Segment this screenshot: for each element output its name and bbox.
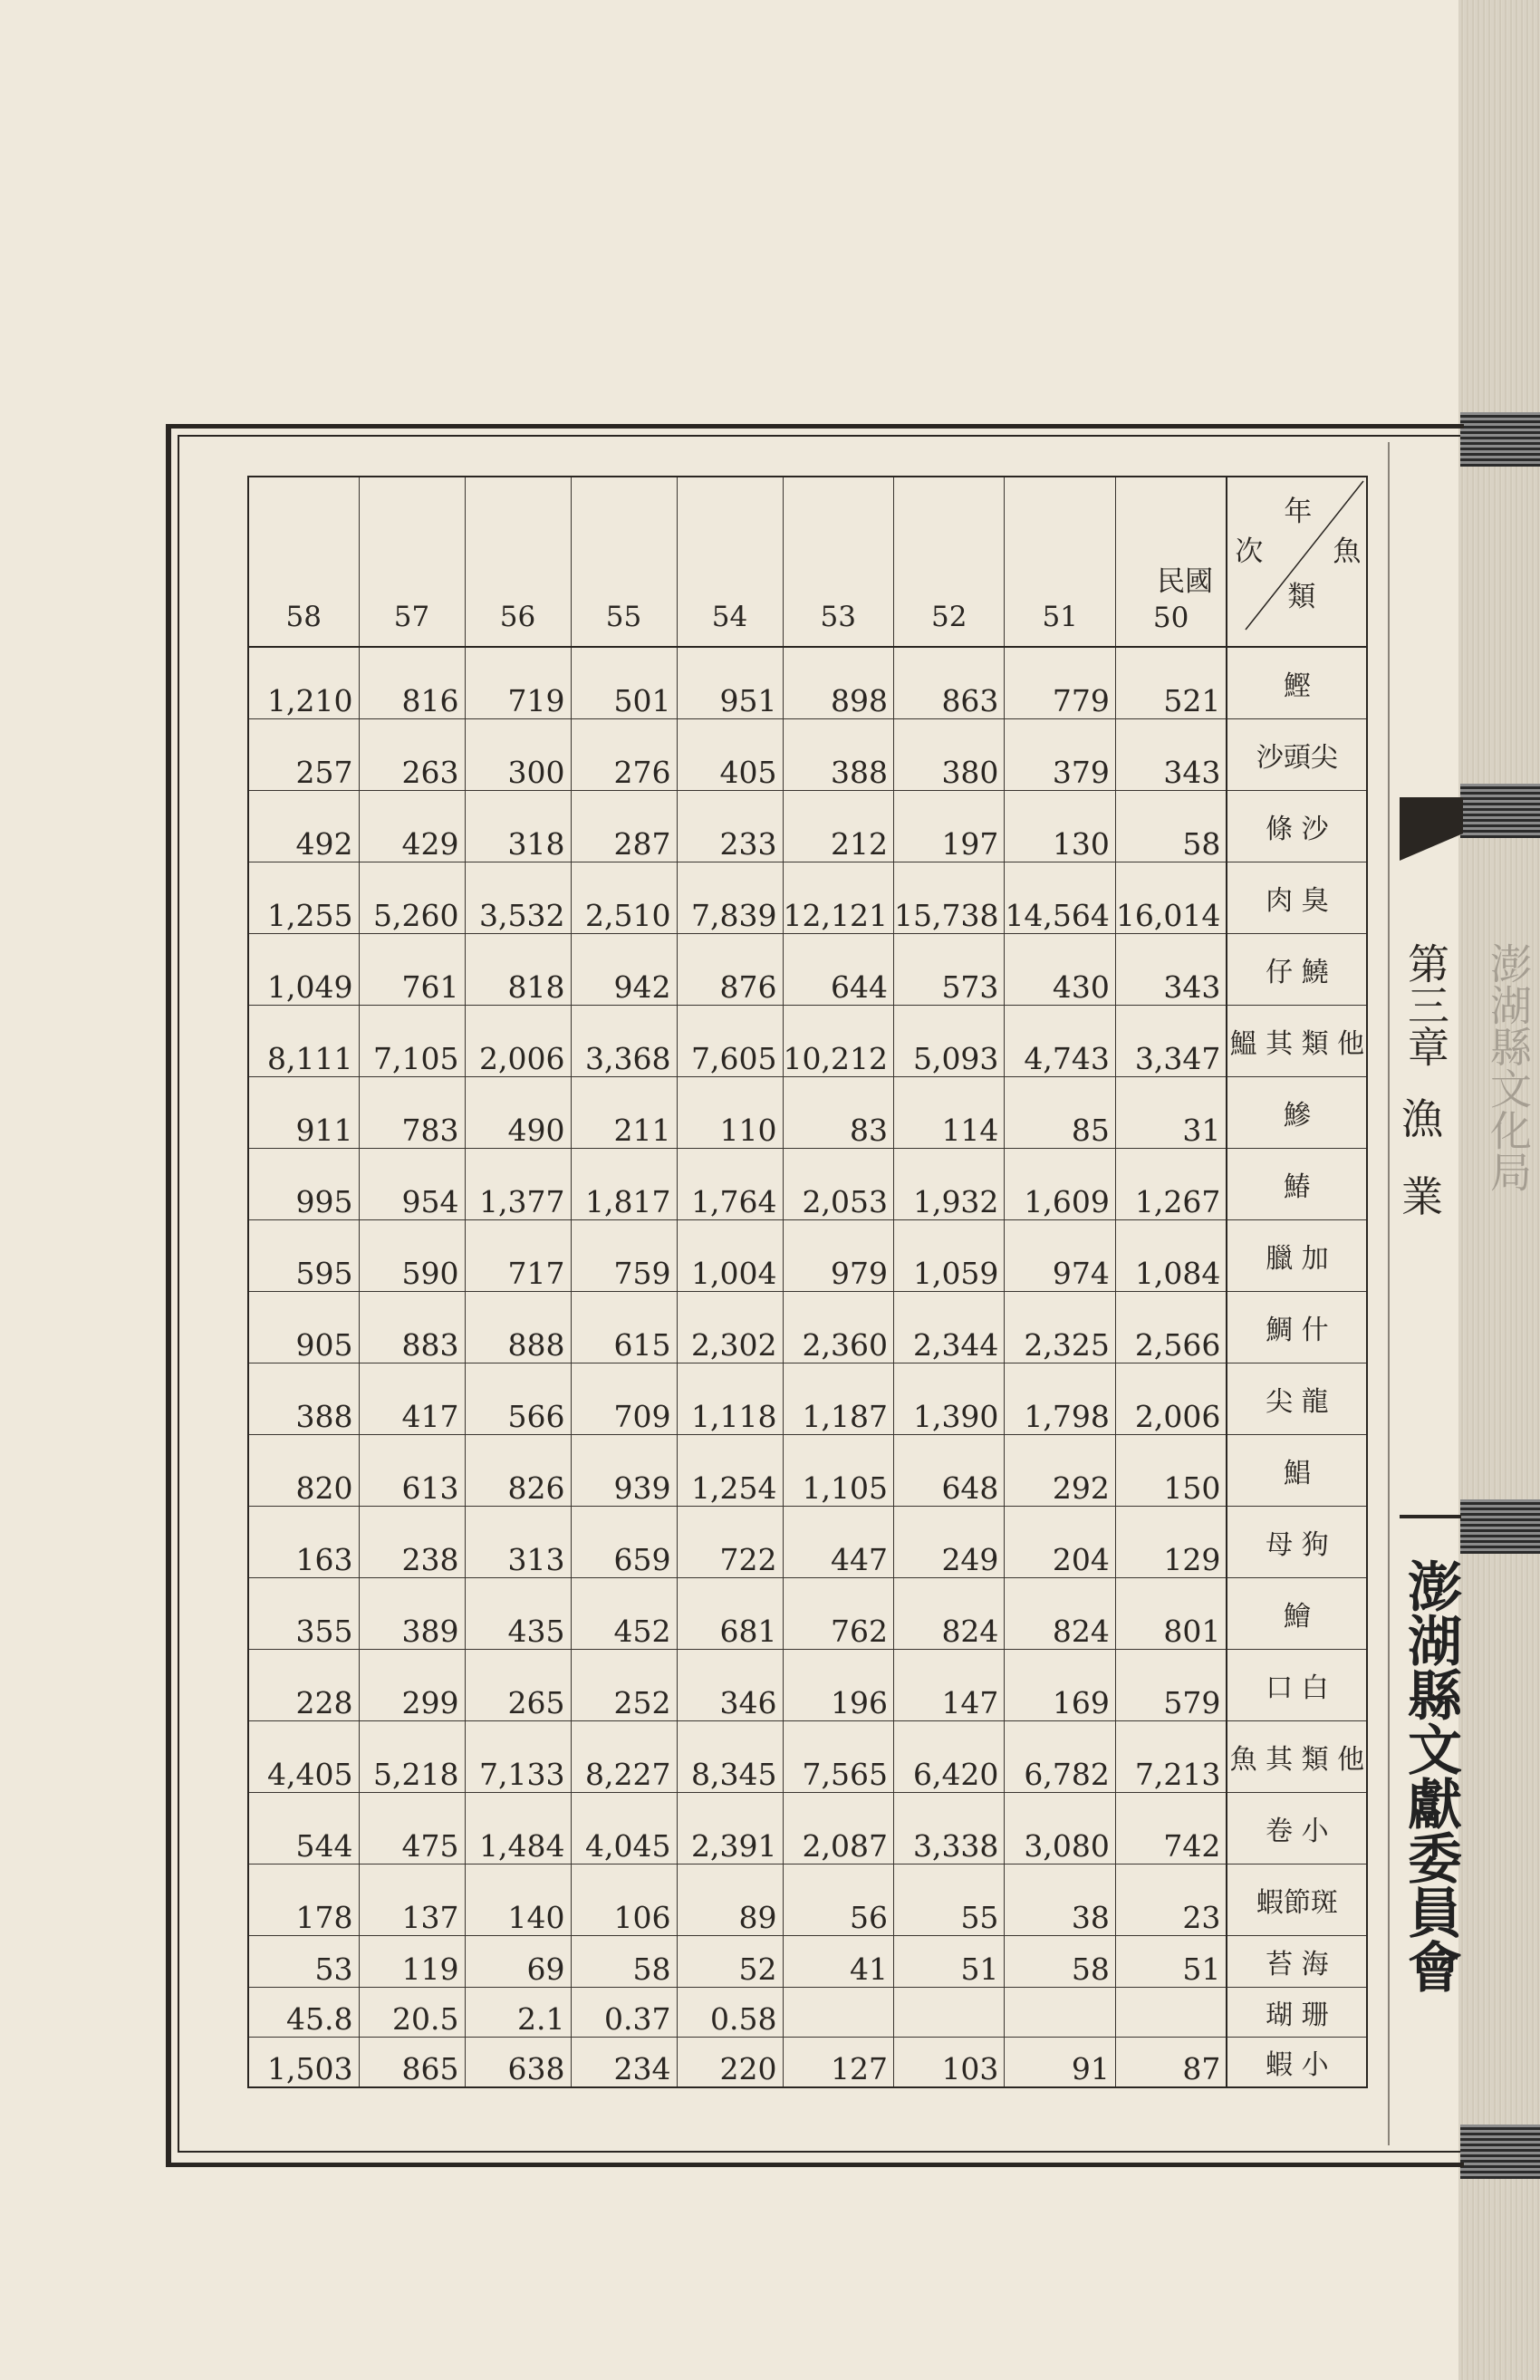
table-row [248, 1721, 1367, 1793]
data-cell [1005, 1988, 1115, 2038]
data-cell: 1,105 [783, 1435, 893, 1507]
data-cell: 233 [677, 791, 783, 862]
data-cell: 127 [783, 2038, 893, 2088]
data-cell: 7,105 [359, 1006, 465, 1077]
fish-type-label: 鰆 [1227, 1149, 1367, 1220]
era-label: 民國 [1157, 565, 1214, 599]
data-cell: 2,006 [465, 1006, 571, 1077]
data-cell: 865 [359, 2038, 465, 2088]
data-cell: 1,817 [571, 1149, 677, 1220]
fish-type-label: 苔 海 [1227, 1936, 1367, 1988]
data-cell: 1,484 [465, 1793, 571, 1864]
data-cell: 58 [1115, 791, 1227, 862]
data-cell: 150 [1115, 1435, 1227, 1507]
data-cell: 452 [571, 1578, 677, 1650]
data-cell: 14,564 [1005, 862, 1115, 934]
fish-type-label: 瑚 珊 [1227, 1988, 1367, 2038]
data-cell: 318 [465, 791, 571, 862]
data-cell: 45.8 [248, 1988, 359, 2038]
data-cell [893, 1988, 1004, 2038]
data-cell: 826 [465, 1435, 571, 1507]
data-cell: 389 [359, 1578, 465, 1650]
data-cell: 613 [359, 1435, 465, 1507]
data-cell: 638 [465, 2038, 571, 2088]
year-header: 52 [893, 477, 1004, 647]
data-cell: 5,260 [359, 862, 465, 934]
table-row [248, 1864, 1367, 1936]
data-cell: 995 [248, 1149, 359, 1220]
edge-strip [1460, 1499, 1540, 1554]
data-cell: 818 [465, 934, 571, 1006]
data-cell: 69 [465, 1936, 571, 1988]
data-cell: 2,566 [1115, 1292, 1227, 1363]
data-cell: 31 [1115, 1077, 1227, 1149]
data-cell: 212 [783, 791, 893, 862]
table-row [248, 1988, 1367, 2038]
data-cell: 20.5 [359, 1988, 465, 2038]
fish-type-label: 鱠 [1227, 1578, 1367, 1650]
data-cell: 7,565 [783, 1721, 893, 1793]
data-cell: 1,210 [248, 647, 359, 719]
data-cell: 103 [893, 2038, 1004, 2088]
data-cell: 83 [783, 1077, 893, 1149]
data-cell: 429 [359, 791, 465, 862]
data-cell: 228 [248, 1650, 359, 1721]
data-cell [783, 1988, 893, 2038]
data-cell: 234 [571, 2038, 677, 2088]
data-cell: 0.37 [571, 1988, 677, 2038]
year-axis-label: 次 [1235, 535, 1264, 568]
data-cell: 299 [359, 1650, 465, 1721]
data-cell: 196 [783, 1650, 893, 1721]
data-cell: 355 [248, 1578, 359, 1650]
data-cell: 7,133 [465, 1721, 571, 1793]
data-cell: 816 [359, 647, 465, 719]
fish-type-label: 條 沙 [1227, 791, 1367, 862]
data-cell: 238 [359, 1507, 465, 1578]
fish-type-label: 卷 小 [1227, 1793, 1367, 1864]
data-cell: 1,084 [1115, 1220, 1227, 1292]
data-cell: 801 [1115, 1578, 1227, 1650]
data-cell: 1,267 [1115, 1149, 1227, 1220]
table-row [248, 1149, 1367, 1220]
data-cell: 8,227 [571, 1721, 677, 1793]
data-cell: 659 [571, 1507, 677, 1578]
table-row [248, 1936, 1367, 1988]
year-header: 56 [465, 477, 571, 647]
data-cell: 51 [893, 1936, 1004, 1988]
data-cell: 2,344 [893, 1292, 1004, 1363]
data-cell: 717 [465, 1220, 571, 1292]
data-cell: 91 [1005, 2038, 1115, 2088]
year-header: 53 [783, 477, 893, 647]
data-cell: 178 [248, 1864, 359, 1936]
data-cell: 12,121 [783, 862, 893, 934]
data-cell: 447 [783, 1507, 893, 1578]
table-row [248, 1077, 1367, 1149]
data-cell: 3,532 [465, 862, 571, 934]
data-cell: 824 [1005, 1578, 1115, 1650]
data-cell: 3,347 [1115, 1006, 1227, 1077]
data-cell: 4,743 [1005, 1006, 1115, 1077]
data-cell: 2,087 [783, 1793, 893, 1864]
year-header: 57 [359, 477, 465, 647]
table-row [248, 1650, 1367, 1721]
data-cell: 709 [571, 1363, 677, 1435]
data-cell: 204 [1005, 1507, 1115, 1578]
data-cell: 430 [1005, 934, 1115, 1006]
data-cell: 211 [571, 1077, 677, 1149]
chapter-heading [1400, 942, 1450, 1223]
year-header: 55 [571, 477, 677, 647]
year-header: 51 [1005, 477, 1115, 647]
year-axis-label: 年 [1284, 496, 1313, 528]
data-cell: 1,187 [783, 1363, 893, 1435]
data-cell: 4,405 [248, 1721, 359, 1793]
data-cell: 85 [1005, 1077, 1115, 1149]
data-cell: 16,014 [1115, 862, 1227, 934]
data-cell: 2,510 [571, 862, 677, 934]
data-cell: 249 [893, 1507, 1004, 1578]
data-cell: 7,839 [677, 862, 783, 934]
data-cell: 492 [248, 791, 359, 862]
data-cell: 888 [465, 1292, 571, 1363]
data-cell: 475 [359, 1793, 465, 1864]
data-cell: 719 [465, 647, 571, 719]
data-cell: 2,302 [677, 1292, 783, 1363]
data-cell: 300 [465, 719, 571, 791]
fish-type-label: 鯧 [1227, 1435, 1367, 1507]
data-cell: 648 [893, 1435, 1004, 1507]
year-header: 54 [677, 477, 783, 647]
data-cell: 346 [677, 1650, 783, 1721]
data-cell: 722 [677, 1507, 783, 1578]
edge-strip [1460, 784, 1540, 838]
data-cell: 51 [1115, 1936, 1227, 1988]
data-cell: 7,605 [677, 1006, 783, 1077]
corner-header [1227, 477, 1367, 647]
data-cell: 137 [359, 1864, 465, 1936]
table-row [248, 1220, 1367, 1292]
data-cell: 417 [359, 1363, 465, 1435]
data-cell: 761 [359, 934, 465, 1006]
data-cell: 263 [359, 719, 465, 791]
side-rule [1388, 442, 1390, 2145]
data-cell: 292 [1005, 1435, 1115, 1507]
data-cell: 951 [677, 647, 783, 719]
fish-type-label: 魚 其 類 他 [1227, 1721, 1367, 1793]
data-cell: 379 [1005, 719, 1115, 791]
data-cell: 252 [571, 1650, 677, 1721]
data-cell: 2.1 [465, 1988, 571, 2038]
table-row [248, 1292, 1367, 1363]
chapter-title-1: 漁 [1401, 1094, 1443, 1143]
chapter-divider [1400, 1515, 1461, 1518]
chapter-tab-icon [1400, 797, 1463, 861]
data-cell: 490 [465, 1077, 571, 1149]
table-row [248, 1006, 1367, 1077]
data-cell: 52 [677, 1936, 783, 1988]
data-cell: 87 [1115, 2038, 1227, 2088]
data-cell: 1,004 [677, 1220, 783, 1292]
data-cell: 23 [1115, 1864, 1227, 1936]
data-cell: 163 [248, 1507, 359, 1578]
data-cell: 644 [783, 934, 893, 1006]
fish-type-label: 仔 鱙 [1227, 934, 1367, 1006]
fish-type-label: 鰮 其 類 他 [1227, 1006, 1367, 1077]
data-cell: 257 [248, 719, 359, 791]
data-cell: 954 [359, 1149, 465, 1220]
fish-type-label: 鰺 [1227, 1077, 1367, 1149]
data-cell: 220 [677, 2038, 783, 2088]
data-cell: 863 [893, 647, 1004, 719]
data-cell: 388 [248, 1363, 359, 1435]
data-cell: 1,764 [677, 1149, 783, 1220]
data-cell: 5,093 [893, 1006, 1004, 1077]
data-cell: 89 [677, 1864, 783, 1936]
data-cell: 783 [359, 1077, 465, 1149]
data-cell: 579 [1115, 1650, 1227, 1721]
data-cell: 742 [1115, 1793, 1227, 1864]
data-cell: 169 [1005, 1650, 1115, 1721]
chapter-number: 第三章 [1401, 942, 1450, 1067]
table-row [248, 1435, 1367, 1507]
data-cell: 2,325 [1005, 1292, 1115, 1363]
fish-type-label: 母 狗 [1227, 1507, 1367, 1578]
data-cell: 911 [248, 1077, 359, 1149]
fish-axis-label: 魚 [1333, 535, 1362, 568]
data-cell: 56 [783, 1864, 893, 1936]
chapter-title-2: 業 [1401, 1172, 1443, 1221]
year-header: 58 [248, 477, 359, 647]
data-cell: 287 [571, 791, 677, 862]
data-cell: 5,218 [359, 1721, 465, 1793]
table-row [248, 862, 1367, 934]
edge-strip [1460, 2125, 1540, 2179]
data-cell [1115, 1988, 1227, 2038]
data-cell: 681 [677, 1578, 783, 1650]
data-cell: 2,391 [677, 1793, 783, 1864]
data-cell: 343 [1115, 934, 1227, 1006]
data-cell: 8,111 [248, 1006, 359, 1077]
data-cell: 521 [1115, 647, 1227, 719]
data-cell: 380 [893, 719, 1004, 791]
data-cell: 313 [465, 1507, 571, 1578]
data-cell: 779 [1005, 647, 1115, 719]
data-cell: 566 [465, 1363, 571, 1435]
data-cell: 405 [677, 719, 783, 791]
data-cell: 876 [677, 934, 783, 1006]
data-cell: 1,503 [248, 2038, 359, 2088]
data-cell: 4,045 [571, 1793, 677, 1864]
data-cell: 147 [893, 1650, 1004, 1721]
data-cell: 0.58 [677, 1988, 783, 2038]
data-cell: 820 [248, 1435, 359, 1507]
table-row [248, 2038, 1367, 2088]
data-cell: 15,738 [893, 862, 1004, 934]
data-cell: 110 [677, 1077, 783, 1149]
data-cell: 595 [248, 1220, 359, 1292]
table-row [248, 1578, 1367, 1650]
data-cell: 1,118 [677, 1363, 783, 1435]
data-cell: 905 [248, 1292, 359, 1363]
data-cell: 119 [359, 1936, 465, 1988]
table-row [248, 647, 1367, 719]
data-cell: 974 [1005, 1220, 1115, 1292]
data-cell: 1,932 [893, 1149, 1004, 1220]
data-cell: 2,006 [1115, 1363, 1227, 1435]
bleed-through-text: 澎湖縣文化局 [1484, 942, 1533, 1192]
data-cell: 2,053 [783, 1149, 893, 1220]
fish-type-label: 肉 臭 [1227, 862, 1367, 934]
data-cell: 114 [893, 1077, 1004, 1149]
year-header: 民國 50 [1115, 477, 1227, 647]
data-cell: 762 [783, 1578, 893, 1650]
data-cell: 276 [571, 719, 677, 791]
data-cell: 573 [893, 934, 1004, 1006]
data-cell: 3,080 [1005, 1793, 1115, 1864]
fish-type-label: 鰹 [1227, 647, 1367, 719]
data-cell: 7,213 [1115, 1721, 1227, 1793]
data-cell: 6,420 [893, 1721, 1004, 1793]
data-cell: 58 [571, 1936, 677, 1988]
data-cell: 1,255 [248, 862, 359, 934]
fish-axis-label: 類 [1287, 581, 1316, 613]
data-cell: 53 [248, 1936, 359, 1988]
data-cell: 435 [465, 1578, 571, 1650]
data-cell: 939 [571, 1435, 677, 1507]
fish-type-label: 鯛 什 [1227, 1292, 1367, 1363]
data-cell: 824 [893, 1578, 1004, 1650]
fish-catch-table [247, 476, 1368, 2088]
data-cell: 38 [1005, 1864, 1115, 1936]
table-row [248, 934, 1367, 1006]
table-row [248, 1793, 1367, 1864]
table-row [248, 791, 1367, 862]
data-cell: 106 [571, 1864, 677, 1936]
data-cell: 130 [1005, 791, 1115, 862]
data-cell: 615 [571, 1292, 677, 1363]
data-cell: 6,782 [1005, 1721, 1115, 1793]
data-cell: 898 [783, 647, 893, 719]
data-cell: 3,338 [893, 1793, 1004, 1864]
fish-type-label: 臘 加 [1227, 1220, 1367, 1292]
data-cell: 140 [465, 1864, 571, 1936]
fish-type-label: 蝦 小 [1227, 2038, 1367, 2088]
data-cell: 759 [571, 1220, 677, 1292]
data-cell: 41 [783, 1936, 893, 1988]
data-cell: 388 [783, 719, 893, 791]
data-cell: 2,360 [783, 1292, 893, 1363]
data-cell: 590 [359, 1220, 465, 1292]
data-cell: 55 [893, 1864, 1004, 1936]
data-cell: 343 [1115, 719, 1227, 791]
data-cell: 8,345 [677, 1721, 783, 1793]
table-row [248, 719, 1367, 791]
data-cell: 883 [359, 1292, 465, 1363]
data-cell: 3,368 [571, 1006, 677, 1077]
table-row [248, 1507, 1367, 1578]
data-cell: 1,798 [1005, 1363, 1115, 1435]
data-cell: 58 [1005, 1936, 1115, 1988]
data-cell: 1,254 [677, 1435, 783, 1507]
data-cell: 129 [1115, 1507, 1227, 1578]
header-row [248, 477, 1367, 647]
data-cell: 197 [893, 791, 1004, 862]
table-row [248, 1363, 1367, 1435]
fish-type-label: 沙頭尖 [1227, 719, 1367, 791]
data-cell: 265 [465, 1650, 571, 1721]
publisher-name: 澎湖縣文獻委員會 [1399, 1558, 1462, 1993]
edge-strip [1460, 412, 1540, 467]
data-cell: 501 [571, 647, 677, 719]
fish-type-label: 尖 龍 [1227, 1363, 1367, 1435]
fish-type-label: 口 白 [1227, 1650, 1367, 1721]
data-cell: 1,609 [1005, 1149, 1115, 1220]
data-cell: 1,049 [248, 934, 359, 1006]
data-cell: 10,212 [783, 1006, 893, 1077]
data-cell: 1,059 [893, 1220, 1004, 1292]
data-cell: 1,390 [893, 1363, 1004, 1435]
data-cell: 544 [248, 1793, 359, 1864]
data-cell: 979 [783, 1220, 893, 1292]
fish-type-label: 蝦節斑 [1227, 1864, 1367, 1936]
data-cell: 942 [571, 934, 677, 1006]
data-cell: 1,377 [465, 1149, 571, 1220]
